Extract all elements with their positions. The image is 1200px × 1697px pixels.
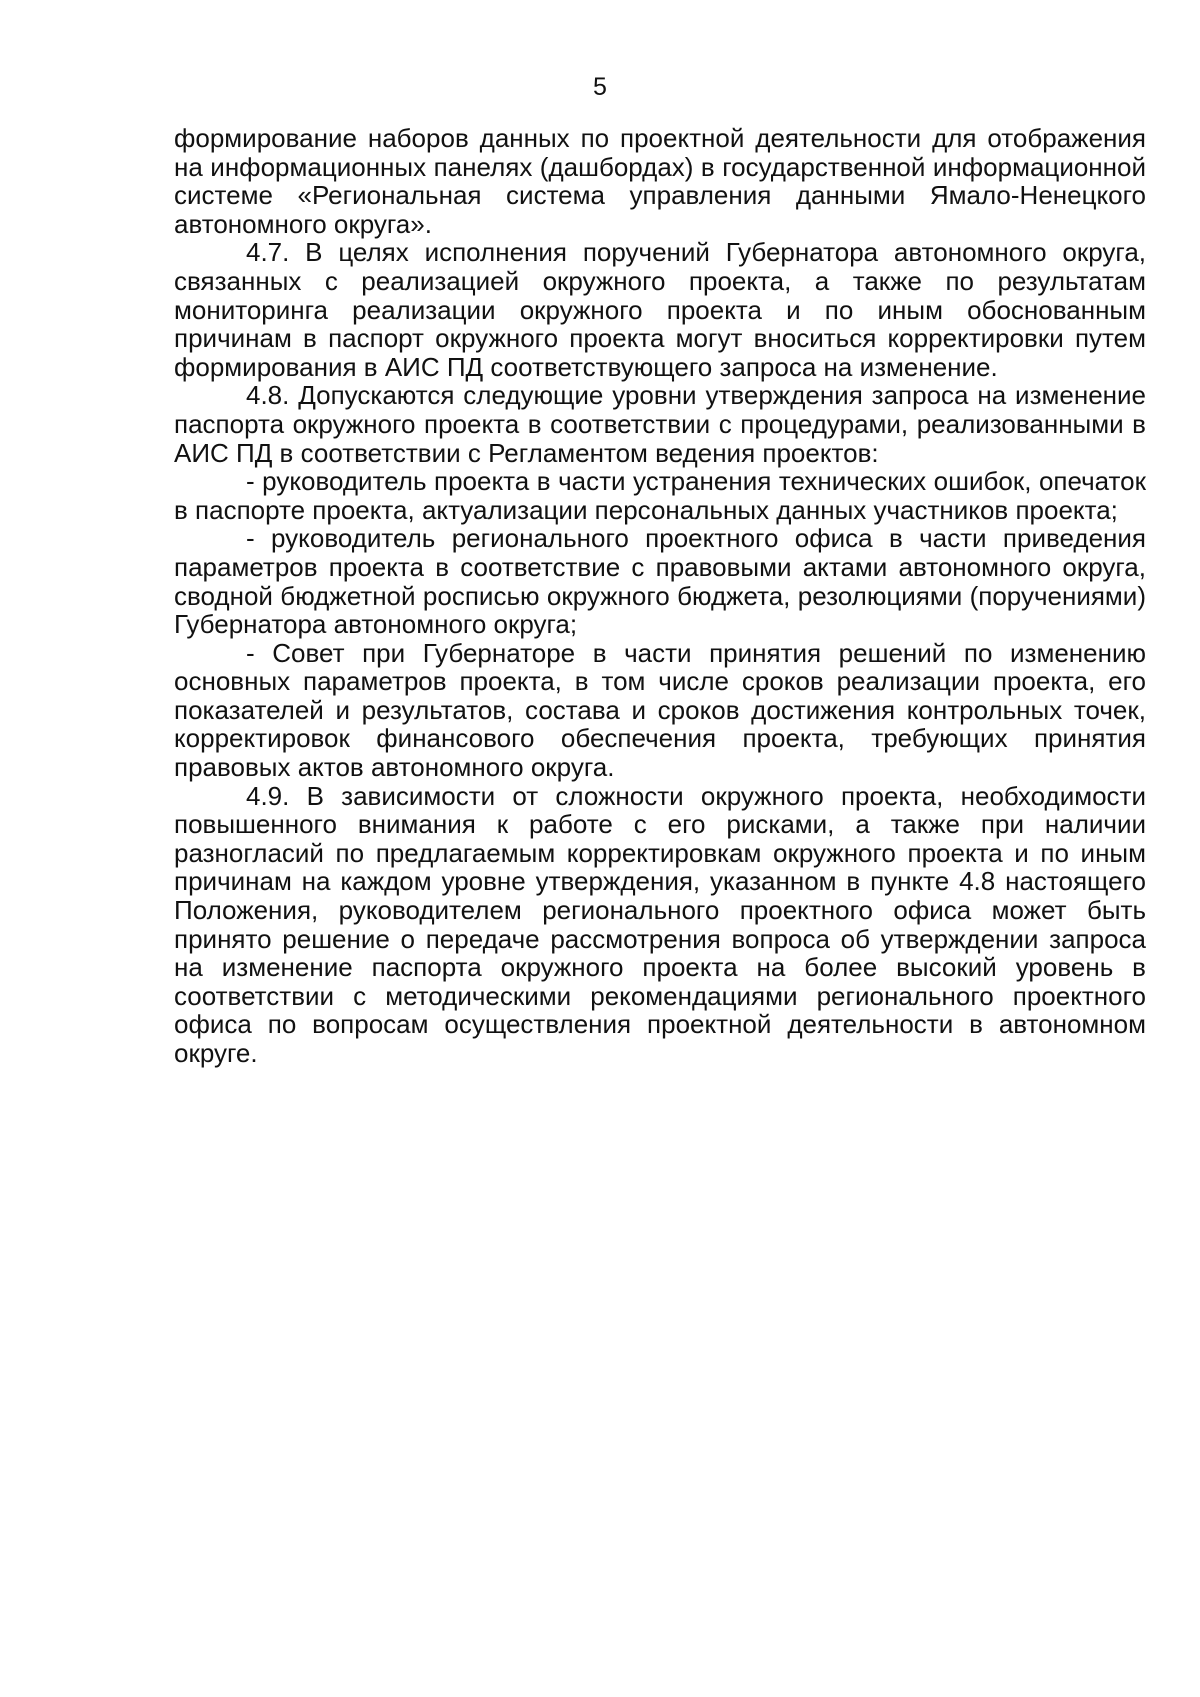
paragraph-4-7: 4.7. В целях исполнения поручений Губернатора автономного округа, связанных с реализацией окружного проекта, а также по результатам мониторинга реализации окружного проекта и по иным обоснованным причинам в паспорт окружного проекта могут вноситься корректировки путем формирования в АИС ПД соответствующего запроса на изменение. (174, 237, 1146, 382)
paragraph-4-9: 4.9. В зависимости от сложности окружного проекта, необходимости повышенного внимания к работе с его рисками, а также при наличии разногласий по предлагаемым корректировкам окружного проекта и по иным причинам на каждом уровне утверждения, указанном в пункте 4.8 настоящего Положения, руководителем регионального проектного офиса может быть принято решение о передаче рассмотрения вопроса об утверждении запроса на изменение паспорта окружного проекта на более высокий уровень в соответствии с методическими рекомендациями регионального проектного офиса по вопросам осуществления проектной деятельности в автономном округе. (174, 780, 1146, 1068)
paragraph-continuation: формирование наборов данных по проектной деятельности для отображения на информационных панелях (дашбордах) в государственной информационной системе «Региональная система управления данными Ямало-Ненецкого автономного округа». (174, 123, 1146, 239)
list-item-regional-office-head: - руководитель регионального проектного офиса в части приведения параметров проекта в соответствие с правовыми актами автономного округа, сводной бюджетной росписью окружного бюджета, резолюциями (поручениями) Губернатора автономного округа; (174, 523, 1146, 640)
list-item-governor-council: - Совет при Губернаторе в части принятия решений по изменению основных параметров проекта, в том числе сроков реализации проекта, его показателей и результатов, состава и сроков достижения контрольных точек, корректировок финансового обеспечения проекта, требующих принятия правовых актов автономного округа. (174, 637, 1146, 783)
page-number: 5 (593, 73, 607, 101)
paragraph-4-8: 4.8. Допускаются следующие уровни утверждения запроса на изменение паспорта окружного проекта в соответствии с процедурами, реализованными в АИС ПД в соответствии с Регламентом ведения проектов: (174, 380, 1146, 468)
list-item-project-manager: - руководитель проекта в части устранения технических ошибок, опечаток в паспорте проекта, актуализации персональных данных участников проекта; (174, 466, 1146, 525)
document-body (174, 124, 1146, 1068)
